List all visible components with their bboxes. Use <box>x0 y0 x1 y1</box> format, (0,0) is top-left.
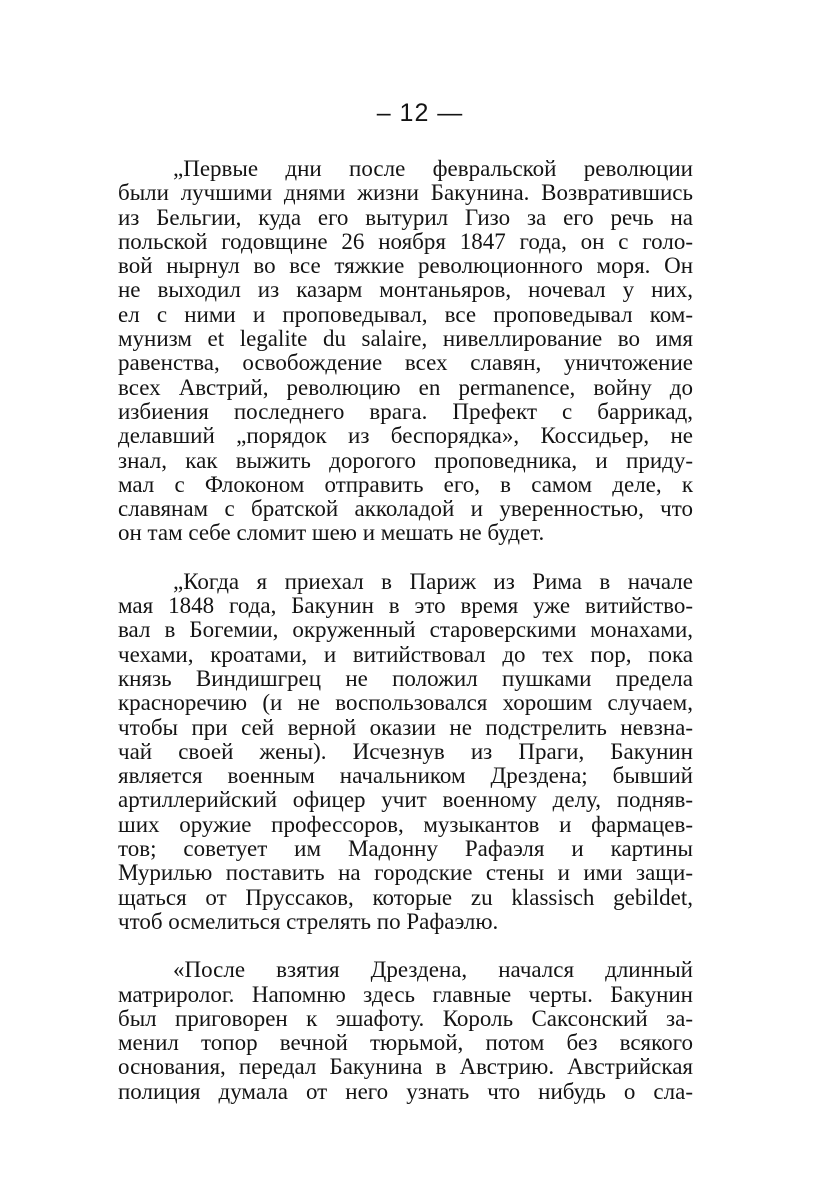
text-line: матриролог. Напомню здесь главные черты. Бакунин <box>118 981 693 1007</box>
text-line: ел с ними и проповедывал, все проповедывал ком- <box>118 301 693 327</box>
text-line: основания, передал Бакунина в Австрию. Австрийская <box>118 1054 693 1080</box>
page-number: – 12 — <box>376 99 464 127</box>
text-body <box>118 157 693 1128</box>
text-line: чтоб осмелиться стрелять по Рафаэлю. <box>118 908 499 934</box>
text-line: вал в Богемии, окруженный староверскими монахами, <box>118 617 693 643</box>
text-line: мая 1848 года, Бакунин в это время уже витийство- <box>118 593 693 619</box>
text-line: „Когда я приехал в Париж из Рима в начале <box>173 568 693 594</box>
text-line: мал с Флоконом отправить его, в самом деле, к <box>118 471 693 497</box>
text-line: вой нырнул во все тяжкие революционного моря. Он <box>118 253 693 279</box>
text-line: знал, как выжить дорогого проповедника, и приду- <box>118 447 693 473</box>
text-line: Мурилью поставить на городские стены и ими защи- <box>118 860 693 886</box>
text-line: чехами, кроатами, и витийствовал до тех пор, пока <box>118 641 693 667</box>
text-line: был приговорен к эшафоту. Король Саксонский за- <box>118 1005 693 1031</box>
text-line: были лучшими днями жизни Бакунина. Возвратившись <box>118 180 693 206</box>
text-line: ших оружие профессоров, музыкантов и фармацев- <box>118 811 693 837</box>
text-line: славянам с братской акколадой и уверенностью, что <box>118 496 693 522</box>
text-line: «После взятия Дрездена, начался длинный <box>173 957 693 983</box>
paragraph <box>118 570 693 934</box>
text-line: всех Австрий, революцию en permanence, войну до <box>118 374 693 400</box>
text-line: менил топор вечной тюрьмой, потом без всякого <box>118 1030 693 1056</box>
text-line: мунизм et legalite du salaire, нивеллирование во имя <box>118 326 693 352</box>
text-line: щаться от Пруссаков, которые zu klassisch gebildet, <box>118 884 693 910</box>
text-line: „Первые дни после февральской революции <box>173 156 693 181</box>
text-line: не выходил из казарм монтаньяров, ночевал у них, <box>118 277 693 303</box>
paragraph <box>118 157 693 546</box>
text-line: полиция думала от него узнать что нибудь о сла- <box>118 1078 693 1104</box>
text-line: чай своей жены). Исчезнув из Праги, Бакунин <box>118 738 693 764</box>
text-line: польской годовщине 26 ноября 1847 года, он с голо- <box>118 228 693 254</box>
text-line: он там себе сломит шею и мешать не будет. <box>118 520 545 546</box>
text-line: тов; советует им Мадонну Рафаэля и картины <box>118 836 693 862</box>
text-line: избиения последнего врага. Префект с баррикад, <box>118 398 693 424</box>
text-line: делавший „порядок из беспорядка», Коссидьер, не <box>118 423 693 449</box>
text-line: из Бельгии, куда его вытурил Гизо за его речь на <box>118 204 693 230</box>
text-line: равенства, освобождение всех славян, уничтожение <box>118 350 693 376</box>
text-line: чтобы при сей верной оказии не подстрелить невзна- <box>118 714 693 740</box>
text-line: является военным начальником Дрездена; бывший <box>118 763 693 789</box>
text-line: князь Виндишгрец не положил пушками предела <box>118 665 693 691</box>
text-line: красноречию (и не воспользовался хорошим случаем, <box>118 690 693 716</box>
text-line: артиллерийский офицер учит военному делу, подняв- <box>118 787 693 813</box>
paragraph <box>118 958 693 1104</box>
